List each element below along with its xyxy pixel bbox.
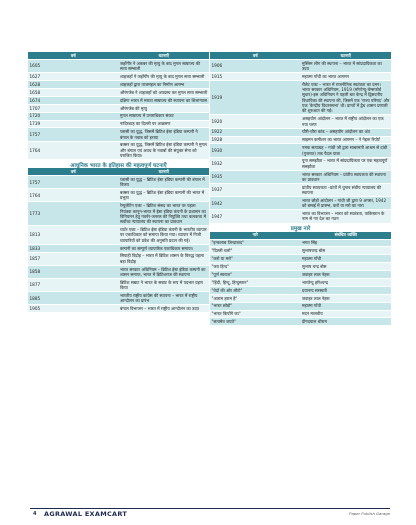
year-cell: 1885 <box>28 292 119 305</box>
year-header: वर्ष <box>28 168 119 176</box>
event-cell: मुगल साम्राज्य में उत्तराधिकार संकट <box>119 112 210 120</box>
event-cell: भारतीय राष्ट्रीय कांग्रेस की स्थापना – भारत में राष्ट्रीय आन्दोलन का प्रारंभ <box>119 292 210 305</box>
year-cell: 1628 <box>28 81 119 89</box>
person-cell: मदन मालवीय <box>301 310 392 318</box>
year-cell: 1919 <box>210 81 301 115</box>
event-cell: प्लासी का युद्ध, जिसमें ब्रिटिश ईस्ट इंडिया कम्पनी ने बंगाल के नवाब को हराया <box>119 128 210 141</box>
year-cell: 1720 <box>28 112 119 120</box>
table3-body <box>210 60 391 223</box>
year-cell: 1942 <box>210 197 301 210</box>
table-row <box>210 183 391 196</box>
person-cell: जवाहर लाल नेहरू <box>301 271 392 279</box>
table-row <box>210 247 391 255</box>
table-row <box>210 286 391 294</box>
year-cell: 1932 <box>210 157 301 170</box>
year-cell: 1833 <box>28 244 119 252</box>
table-row <box>28 128 209 141</box>
event-cell: बक्सर का युद्ध, जिसमें ब्रिटिश ईस्ट इंडिया कम्पनी ने मुगल और बंगाल एवं अवध के नवाबों की संयुक्त सेना को पराजित किया। <box>119 141 210 159</box>
event-cell: मुस्लिम लीग की स्थापना – भारत में सांप्रदायिकता का उदय <box>301 60 392 73</box>
year-cell: 1937 <box>210 183 301 196</box>
year-cell: 1877 <box>28 279 119 292</box>
table-row <box>28 96 209 104</box>
person-header: संबंधित व्यक्ति <box>301 232 392 240</box>
slogan-cell: "करो या मरो" <box>210 255 301 263</box>
table-row <box>28 189 209 202</box>
table-row <box>28 279 209 292</box>
year-cell: 1935 <box>210 170 301 183</box>
event-cell: भारत का विभाजन – भारत को स्वतंत्रता, पाकिस्तान के नाम से नए देश का गठन <box>301 210 392 223</box>
year-cell: 1674 <box>28 96 119 104</box>
table-row <box>210 60 391 73</box>
right-column <box>210 52 391 325</box>
left-column <box>28 52 209 312</box>
slogan-cell: "भारत छोड़ो" <box>210 302 301 310</box>
year-header: वर्ष <box>210 52 301 60</box>
event-header: घटनाएँ <box>301 52 392 60</box>
event-cell: शाहजहाँ ने जहाँगीर की मृत्यु के बाद मुगल सत्ता सम्भाली <box>119 73 210 81</box>
year-header: वर्ष <box>28 52 119 60</box>
person-cell: सुभाषचन्द्र बोस <box>301 247 392 255</box>
table-row <box>210 302 391 310</box>
slogan-cell: "पूर्ण स्वराज" <box>210 271 301 279</box>
table2-body <box>28 176 209 313</box>
table-row <box>210 271 391 279</box>
table-row <box>210 210 391 223</box>
year-cell: 1773 <box>28 202 119 226</box>
slogan-cell: "सत्यमेव जयते" <box>210 318 301 325</box>
year-cell: 1813 <box>28 226 119 244</box>
event-cell: महात्मा गाँधी का भारत आगमन <box>301 73 392 81</box>
table-row <box>28 81 209 89</box>
table-row <box>28 141 209 159</box>
section2-wrap <box>28 159 209 168</box>
event-cell: नादिरशाह का दिल्ली पर आक्रमण <box>119 120 210 128</box>
person-cell: भारतेन्दु हरिश्चन्द्र <box>301 279 392 287</box>
year-cell: 1906 <box>210 60 301 73</box>
event-cell: बंगाल विभाजन – भारत में राष्ट्रीय आन्दोलन का उदय <box>119 305 210 312</box>
event-cell: बक्सर का युद्ध – ब्रिटिश ईस्ट इंडिया कम्पनी की भारत में प्रभुत्व <box>119 189 210 202</box>
table-row <box>210 310 391 318</box>
event-cell: असहयोग आंदोलन – भारत में राष्ट्रीय आंदोलन का एक नया चरण <box>301 115 392 128</box>
year-cell: 1920 <box>210 115 301 128</box>
year-cell: 1764 <box>28 189 119 202</box>
table-row <box>210 255 391 263</box>
event-header: घटनाएँ <box>119 168 210 176</box>
table-row <box>28 305 209 312</box>
table-row <box>28 244 209 252</box>
table-row <box>28 265 209 278</box>
table4-body <box>210 239 391 325</box>
table1-body <box>28 60 209 160</box>
event-cell: ब्रिटिश सम्राट ने भारत के सम्राट के रूप में पदभार ग्रहण किया <box>119 279 210 292</box>
section4-wrap <box>210 223 391 232</box>
year-cell: 1858 <box>28 265 119 278</box>
year-cell: 1922 <box>210 128 301 136</box>
event-cell: शाहजहाँ द्वारा ताजमहल का निर्माण आरम्भ <box>119 81 210 89</box>
table-row <box>210 144 391 157</box>
event-cell: दक्षिण भारत में मराठा साम्राज्य की स्थापना का शिलान्यास <box>119 96 210 104</box>
year-cell: 1947 <box>210 210 301 223</box>
table-row <box>28 112 209 120</box>
year-cell: 1739 <box>28 120 119 128</box>
footer-tag: Paper Publish Garage <box>349 511 390 516</box>
slogan-cell: "वेदों की ओर लौटो" <box>210 286 301 294</box>
slogan-cell: "आराम हराम है" <box>210 294 301 302</box>
table-row <box>210 197 391 210</box>
slogan-cell: "भारत कियोंगे का" <box>210 310 301 318</box>
national-movement-table <box>210 52 391 223</box>
table-row <box>28 73 209 81</box>
year-cell: 1930 <box>210 144 301 157</box>
event-cell: औरंगजेब ने शाहजहाँ को अपदस्थ कर मुगल सत्ता सम्भाली <box>120 89 208 95</box>
event-cell: कम्पनी का सम्पूर्ण व्यापारिक एकाधिकार समाप्त। <box>119 244 210 252</box>
year-cell: 1605 <box>28 60 119 73</box>
slogan-cell: "जय हिन्द" <box>210 263 301 271</box>
event-cell: चार्टर एक्ट – ब्रिटिश ईस्ट इंडिया कंपनी के भारतीय व्यापार पर एकाधिकार को समाप्त किया गया। व्यापार में निजी व्यापारियों को प्रवेश की अनुमति प्रदान की गई। <box>119 226 210 244</box>
table-row <box>28 104 209 112</box>
slogan-header: नारे <box>210 232 301 240</box>
year-cell: 1757 <box>28 176 119 189</box>
event-cell: सिपाही विद्रोह – भारत में ब्रिटिश शासन के विरुद्ध पहला बड़ा विद्रोह <box>119 252 210 265</box>
table-row <box>28 120 209 128</box>
year-cell: 1905 <box>28 305 119 312</box>
table-row <box>210 81 391 115</box>
person-cell: जवाहर लाल नेहरू <box>301 294 392 302</box>
footer-divider <box>30 508 390 509</box>
table-row <box>210 157 391 170</box>
table-row <box>210 294 391 302</box>
event-cell: चौरी-चौरा कांड – असहयोग आंदोलन का अंत <box>301 128 392 136</box>
person-cell: महात्मा गाँधी <box>301 255 392 263</box>
event-cell: रेग्युलेटिंग एक्ट – ब्रिटिश संसद का भारत पर पहला नियंत्रक कानून-भारत में ईस्ट इंडिया कंपनी के प्रशासन का विनियमन हेतु गवर्नर-जनरल की नियुक्ति तथा कलकत्ता में सर्वोच्च न्यायालय की स्थापना का प्रावधान <box>119 202 210 226</box>
event-header: घटनाएँ <box>119 52 210 60</box>
table-row <box>28 202 209 226</box>
slogans-table <box>210 232 391 326</box>
event-cell: पूना समझौता – भारत में सांप्रदायिकता पर एक महत्वपूर्ण समझौता <box>301 157 392 170</box>
year-cell: 1658 <box>28 88 119 96</box>
year-cell: 1857 <box>28 252 119 265</box>
table-row <box>210 170 391 183</box>
table-row <box>28 60 209 73</box>
table-row <box>210 318 391 325</box>
event-cell: प्लासी का युद्ध – ब्रिटिश ईस्ट इंडिया कम्पनी की बंगाल में विजय <box>119 176 210 189</box>
person-cell: दीनदयाल श्रीराम <box>301 318 392 325</box>
event-cell: प्रांतीय स्वायत्तता –प्रांतों में चुनाव संघीय न्यायालय की स्थापना <box>301 183 392 196</box>
section-title-slogans: प्रमुख नारे <box>290 226 311 233</box>
brand-logo-text: AGRAWAL EXAMCART <box>44 510 128 518</box>
event-cell: साइमन कमीशन का भारत आगमन – ने नेहरू रिपोर्ट <box>301 136 392 144</box>
person-cell: महात्मा गाँधी <box>301 302 392 310</box>
table-row <box>210 263 391 271</box>
event-cell: भारत छोड़ो आंदोलन – गांधी जी द्वारा 9 अगस्त, 1942 को बम्बई में प्रारम्भ, करो या मरो का नारा <box>301 197 392 210</box>
year-cell: 1928 <box>210 136 301 144</box>
slogan-cell: "हिंदी, हिन्दू, हिन्दुस्तान" <box>210 279 301 287</box>
table-row <box>28 226 209 244</box>
year-cell: 1764 <box>28 141 119 159</box>
section-title-modern-events: आधुनिक भारत के इतिहास की महत्वपूर्ण घटनाएँ <box>70 162 167 169</box>
year-cell: 1707 <box>28 104 119 112</box>
year-cell: 1627 <box>28 73 119 81</box>
table-row <box>210 115 391 128</box>
year-cell: 1915 <box>210 73 301 81</box>
event-cell: रौलेट एक्ट – भारत में राजनीतिक स्वतंत्रता का दमन। भारत सरकार अधिनियम, 1919 (मॉण्टेग्यू-चेम्सफोर्ड सुधार)-इस अधिनियम ने पहली बार केन्द्र में द्विसदनीय विधायिका की स्थापना की, जिसमें एक 'राज्य परिषद' और एक 'केन्द्रीय विधानसभा' थी। प्रान्तों में द्वैध शासन प्रणाली की शुरुआत की गई। <box>302 81 390 114</box>
modern-events-table <box>28 168 209 312</box>
table-row <box>28 252 209 265</box>
person-cell: दयानन्द सरस्वती <box>301 286 392 294</box>
year-cell: 1757 <box>28 128 119 141</box>
person-cell: सुभाष चन्द्र बोस <box>301 263 392 271</box>
event-cell: भारत सरकार अधिनियम – ब्रिटिश ईस्ट इंडिया कम्पनी का शासन समाप्त, भारत में ब्रिटिशराज की स्थापना <box>119 265 210 278</box>
event-cell: औरंगजेब की मृत्यु <box>119 104 210 112</box>
slogan-cell: "दिल्ली चलो" <box>210 247 301 255</box>
table-row <box>28 176 209 189</box>
table-row <box>210 73 391 81</box>
table-row <box>28 88 209 96</box>
table-row <box>210 128 391 136</box>
medieval-events-table <box>28 52 209 159</box>
event-cell: नमक सत्याग्रह – गांधी जी द्वारा साबरमती आश्रम से दांडी (गुजरात) तक पैदल यात्रा <box>301 144 392 157</box>
event-cell: भारत सरकार अधिनियम – प्रांतीय स्वायत्तता की स्थापना का प्रावधान <box>301 170 392 183</box>
slogan-cell: "इन्कलाब जिन्दाबाद" <box>210 239 301 247</box>
table-row <box>210 136 391 144</box>
event-cell: जहाँगीर ने अकबर की मृत्यु के बाद मुगल साम्राज्य की सत्ता सम्भाली <box>119 60 210 73</box>
table-row <box>210 279 391 287</box>
page-footer <box>0 506 416 525</box>
table-row <box>210 239 391 247</box>
person-cell: भगत सिंह <box>301 239 392 247</box>
table-row <box>28 292 209 305</box>
page-number: 4 <box>33 511 37 517</box>
